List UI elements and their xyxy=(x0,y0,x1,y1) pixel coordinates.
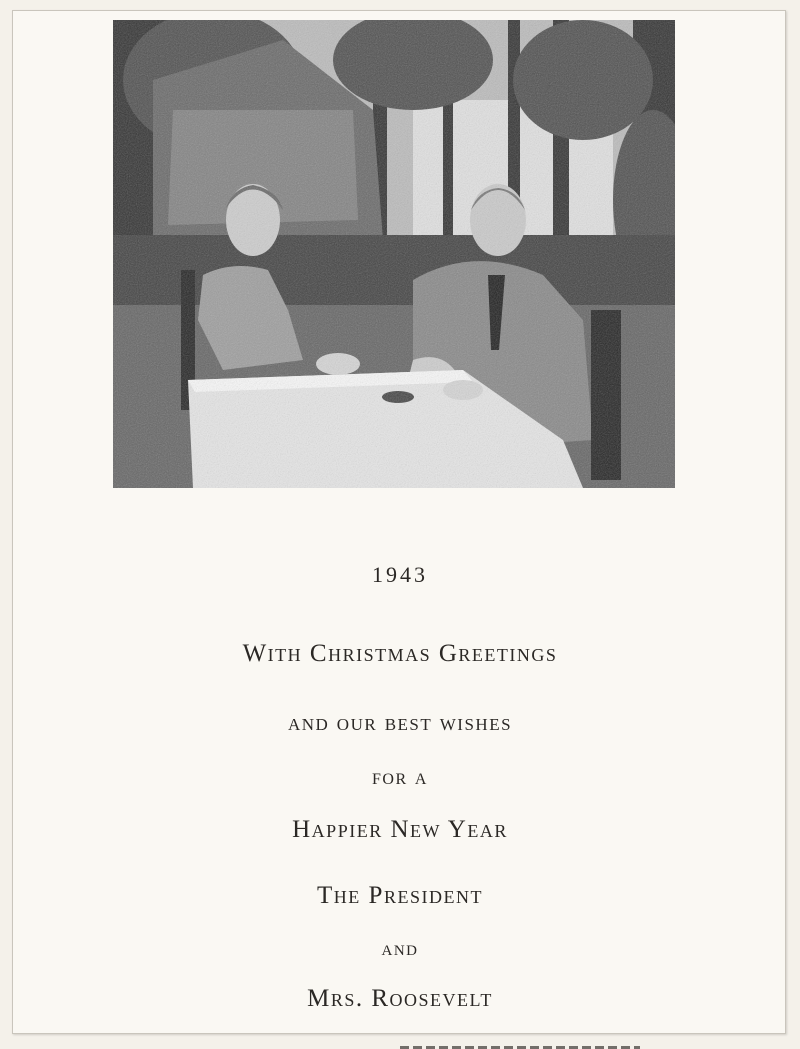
greeting-line: With Christmas Greetings xyxy=(242,640,558,667)
new-year-line: Happier New Year xyxy=(292,816,508,843)
for-line: for a xyxy=(372,764,428,789)
card-year: 1943 xyxy=(372,562,428,587)
sender-and: and xyxy=(381,935,419,960)
photo-illustration xyxy=(113,20,675,488)
sender-president: The President xyxy=(317,882,483,909)
photo-couple-at-table xyxy=(113,20,675,488)
sender-mrs-roosevelt: Mrs. Roosevelt xyxy=(307,985,493,1012)
cropped-footer-text xyxy=(400,1038,640,1049)
wishes-line: and our best wishes xyxy=(287,710,513,736)
